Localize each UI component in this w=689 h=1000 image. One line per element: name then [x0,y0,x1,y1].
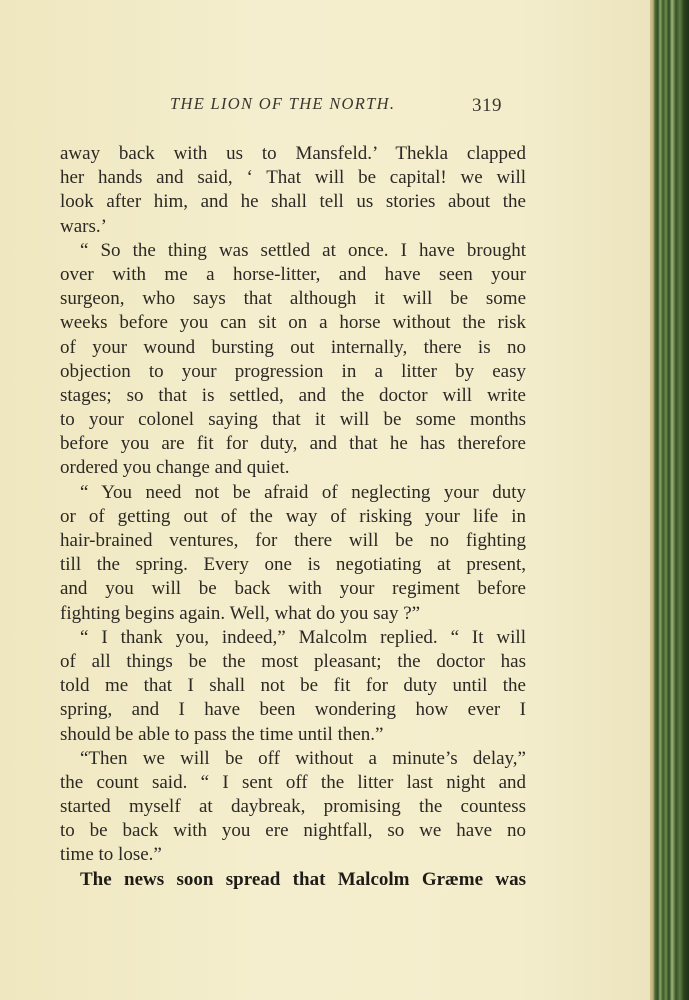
text-line: spring, and I have been wondering how ever I [60,699,526,721]
text-line: stages; so that is settled, and the doctor will write [60,384,526,406]
text-line: of your wound bursting out internally, there is no [60,336,526,358]
text-line: The news soon spread that Malcolm Græme was [80,868,526,890]
text-line: and you will be back with your regiment before [60,578,526,600]
text-line: told me that I shall not be fit for duty until the [60,675,526,697]
text-line: time to lose.” [60,844,162,866]
running-title: THE LION OF THE NORTH. [170,94,396,113]
text-line: objection to your progression in a litter by easy [60,360,526,382]
text-line: of all things be the most pleasant; the doctor has [60,650,526,672]
text-line: started myself at daybreak, promising the countess [60,796,526,818]
page-number: 319 [472,95,502,116]
text-line: look after him, and he shall tell us stories about the [60,191,526,213]
text-line: before you are fit for duty, and that he has therefore [60,433,526,455]
text-line: to your colonel saying that it will be some months [60,409,526,431]
text-line: “ I thank you, indeed,” Malcolm replied. “ It will [80,626,526,648]
text-line: “Then we will be off without a minute’s delay,” [80,747,526,769]
text-line: should be able to pass the time until then.” [60,723,384,745]
text-line: over with me a horse-litter, and have seen your [60,263,526,285]
body-text [60,142,526,892]
text-line: wars.’ [60,215,107,237]
text-line: away back with us to Mansfeld.’ Thekla clapped [60,143,526,164]
text-line: “ So the thing was settled at once. I have brought [80,239,526,261]
text-line: her hands and said, ‘ That will be capital! we will [60,167,526,189]
text-line: surgeon, who says that although it will be some [60,288,526,310]
text-line: “ You need not be afraid of neglecting your duty [80,481,526,503]
text-line: hair-brained ventures, for there will be no fighting [60,530,526,551]
text-line: ordered you change and quiet. [60,457,290,479]
text-line: fighting begins again. Well, what do you say ?” [60,602,421,624]
text-line: or of getting out of the way of risking your life in [60,505,526,527]
text-line: to be back with you ere nightfall, so we have no [60,820,526,842]
text-line: weeks before you can sit on a horse without the risk [60,312,526,334]
running-head [60,88,525,128]
book-spine-edge [650,0,689,1000]
text-line: till the spring. Every one is negotiating at present, [60,554,526,576]
text-line: the count said. “ I sent off the litter last night and [60,771,526,793]
